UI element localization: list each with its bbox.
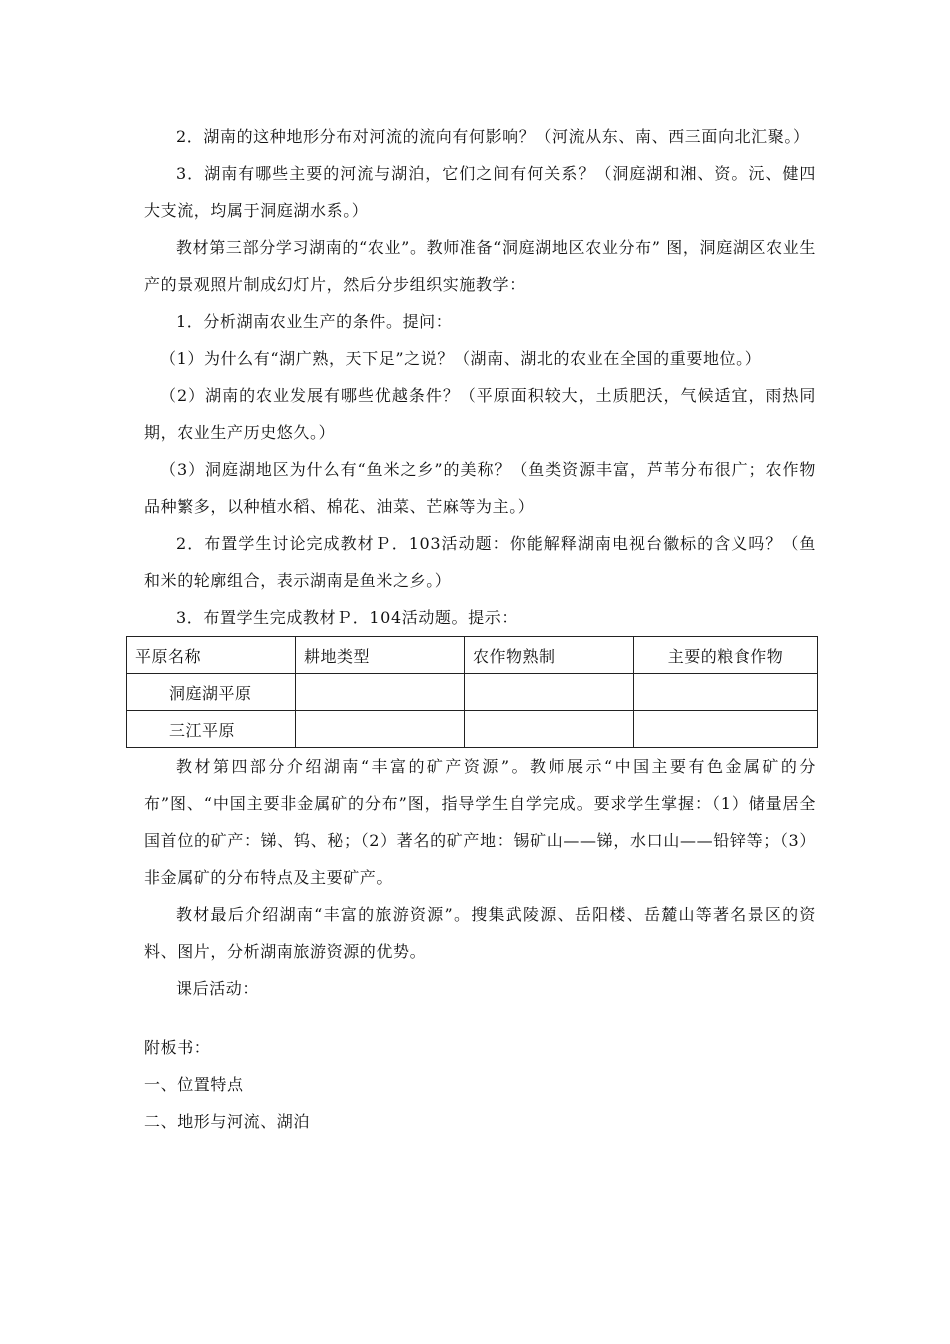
- table-cell: [465, 674, 634, 711]
- paragraph-sub-q3: （3）洞庭湖地区为什么有“鱼米之乡”的美称？（鱼类资源丰富，芦苇分布很广；农作物品种繁多，以种植水稻、棉花、油菜、芒麻等为主。）: [144, 460, 816, 516]
- board-title: 附板书：: [144, 1038, 211, 1057]
- table-cell: 洞庭湖平原: [127, 674, 296, 711]
- board-item: 一、位置特点: [144, 1075, 244, 1094]
- table-cell: [465, 711, 634, 748]
- table-header-cell: 平原名称: [127, 637, 296, 674]
- paragraph-q2-terrain-rivers: 2．湖南的这种地形分布对河流的流向有何影响？（河流从东、南、西三面向北汇聚。）: [176, 127, 810, 146]
- table-cell: [296, 674, 465, 711]
- paragraph-minerals: 教材第四部分介绍湖南“丰富的矿产资源”。教师展示“中国主要有色金属矿的分布”图、“中国主要非金属矿的分布”图，指导学生自学完成。要求学生掌握：（1）储量居全国首位的矿产：锑、钨、秘；（2）著名的矿产地：锡矿山——锑，水口山——铅锌等；（3）非金属矿的分布特点及主要矿产。: [144, 757, 816, 887]
- table-cell: 三江平原: [127, 711, 296, 748]
- paragraph-tourism: 教材最后介绍湖南“丰富的旅游资源”。搜集武陵源、岳阳楼、岳麓山等著名景区的资料、图片，分析湖南旅游资源的优势。: [144, 905, 816, 961]
- table-header-cell: 主要的粮食作物: [634, 637, 818, 674]
- table-row: [127, 674, 818, 711]
- document-page: [135, 0, 816, 1140]
- table-cell: [634, 674, 818, 711]
- paragraph-agriculture-intro: 教材第三部分学习湖南的“农业”。教师准备“洞庭湖地区农业分布” 图，洞庭湖区农业生产的景观照片制成幻灯片，然后分步组织实施教学：: [144, 238, 816, 294]
- table-header-row: [127, 637, 818, 674]
- paragraph-activity-p103: 2．布置学生讨论完成教材Ｐ．103活动题：你能解释湖南电视台徽标的含义吗？（鱼和米的轮廓组合，表示湖南是鱼米之乡。）: [144, 534, 816, 590]
- table-header-cell: 耕地类型: [296, 637, 465, 674]
- paragraph-q3-rivers-lakes: 3．湖南有哪些主要的河流与湖泊，它们之间有何关系？（洞庭湖和湘、资。沅、健四大支流，均属于洞庭湖水系。）: [144, 164, 816, 220]
- plain-comparison-table: [126, 636, 818, 748]
- paragraph-agriculture-conditions: 1．分析湖南农业生产的条件。提问：: [176, 312, 453, 331]
- table-header-cell: 农作物熟制: [465, 637, 634, 674]
- paragraph-after-class: 课后活动：: [176, 979, 260, 998]
- paragraph-activity-p104: 3．布置学生完成教材Ｐ．104活动题。提示：: [176, 608, 518, 627]
- paragraph-sub-q2: （2）湖南的农业发展有哪些优越条件？（平原面积较大，土质肥沃，气候适宜，雨热同期，农业生产历史悠久。）: [144, 386, 816, 442]
- table-cell: [296, 711, 465, 748]
- paragraph-sub-q1: （1）为什么有“湖广熟，天下足”之说？（湖南、湖北的农业在全国的重要地位。）: [160, 349, 762, 368]
- board-item: 二、地形与河流、湖泊: [144, 1112, 311, 1131]
- table-row: [127, 711, 818, 748]
- table-cell: [634, 711, 818, 748]
